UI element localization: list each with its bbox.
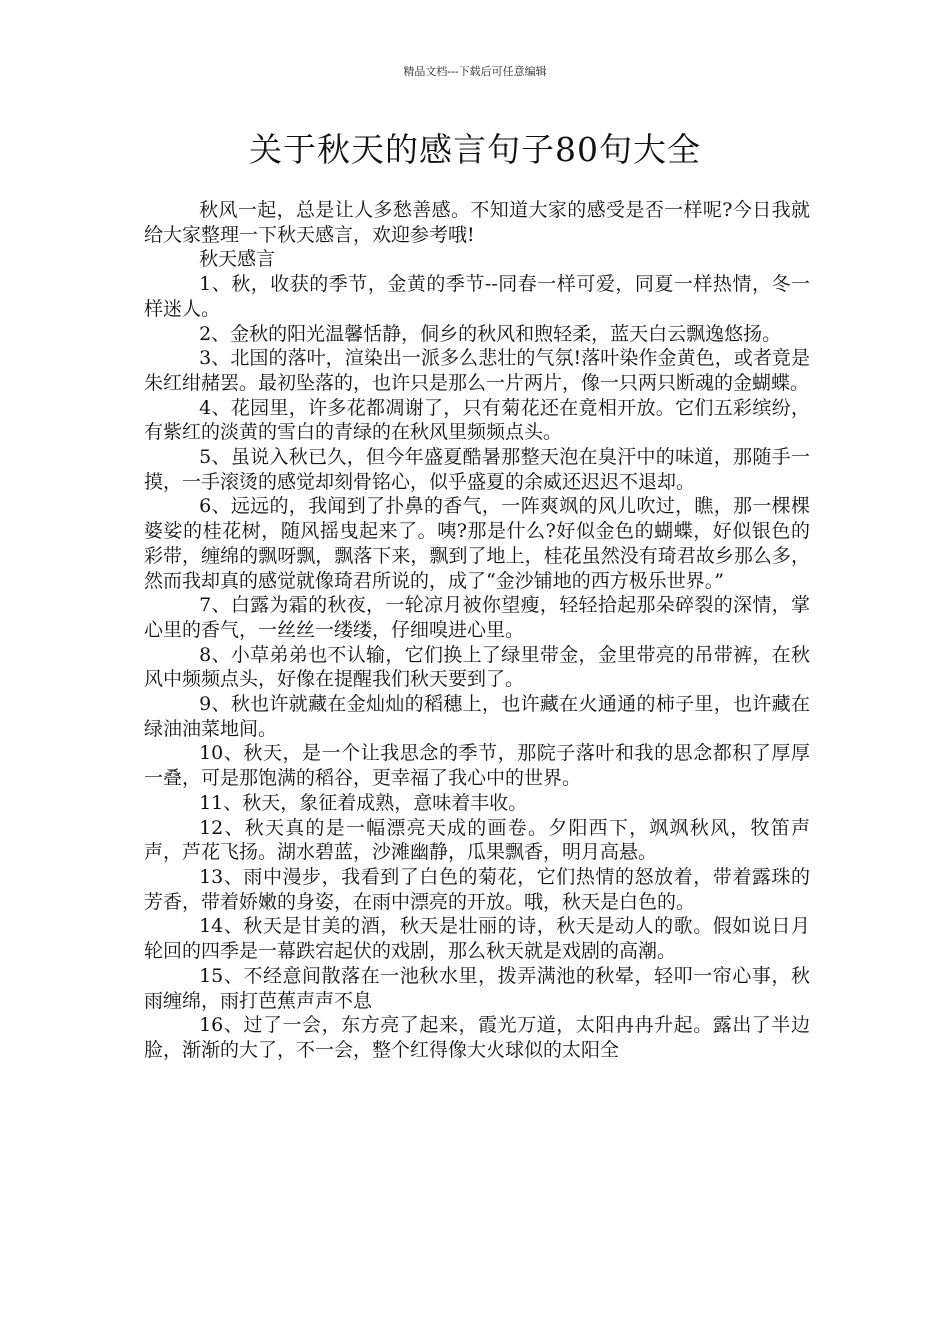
article-body [144,198,810,1063]
list-item: 2、金秋的阳光温馨恬静，侗乡的秋风和煦轻柔，蓝天白云飘逸悠扬。 [199,322,782,345]
list-item: 16、过了一会，东方亮了起来，霞光万道，太阳冉冉升起。露出了半边脸，渐渐的大了，不一会，整个红得像大火球似的太阳全 [144,1014,810,1061]
header-note: 精品文档---下载后可任意编辑 [403,65,547,78]
list-item: 7、白露为霜的秋夜，一轮凉月被你望瘦，轻轻拾起那朵碎裂的深情，掌心里的香气，一丝丝一缕缕，仔细嗅进心里。 [144,594,810,641]
list-item: 13、雨中漫步，我看到了白色的菊花，它们热情的怒放着，带着露珠的芳香，带着娇嫩的身姿，在雨中漂亮的开放。哦，秋天是白色的。 [144,865,810,913]
list-item: 6、远远的，我闻到了扑鼻的香气，一阵爽飒的风儿吹过，瞧，那一棵棵婆娑的桂花树，随风摇曳起来了。咦?那是什么?好似金色的蝴蝶，好似银色的彩带，缠绵的飘呀飘，飘落下来，飘到了地上，桂花虽然没有琦君故乡那么多，然而我却真的感觉就像琦君所说的，成了“金沙铺地的西方极乐世界。” [144,495,810,592]
list-item: 9、秋也许就藏在金灿灿的稻穗上，也许藏在火通通的柿子里，也许藏在绿油油菜地间。 [144,693,810,740]
list-item: 15、不经意间散落在一池秋水里，拨弄满池的秋晕，轻叩一帘心事，秋雨缠绵，雨打芭蕉声声不息 [144,964,810,1012]
list-item: 3、北国的落叶，渲染出一派多么悲壮的气氛!落叶染作金黄色，或者竟是朱红绀赭罢。最初坠落的，也许只是那么一片两片，像一只两只断魂的金蝴蝶。 [144,347,810,394]
list-item: 14、秋天是甘美的酒，秋天是壮丽的诗，秋天是动人的歌。假如说日月轮回的四季是一幕跌宕起伏的戏剧，那么秋天就是戏剧的高潮。 [144,915,810,963]
list-item: 11、秋天，象征着成熟，意味着丰收。 [199,791,528,814]
list-item: 5、虽说入秋已久，但今年盛夏酷暑那整天泡在臭汗中的味道，那随手一摸，一手滚烫的感觉却刻骨铭心，似乎盛夏的余威还迟迟不退却。 [144,446,810,493]
list-item: 1、秋，收获的季节，金黄的季节--同春一样可爱，同夏一样热情，冬一样迷人。 [144,273,810,320]
list-item: 10、秋天，是一个让我思念的季节，那院子落叶和我的思念都积了厚厚一叠，可是那饱满的稻谷，更幸福了我心中的世界。 [144,742,810,790]
list-item: 8、小草弟弟也不认输，它们换上了绿里带金，金里带亮的吊带裤，在秋风中频频点头，好像在提醒我们秋天要到了。 [144,643,810,691]
intro-paragraph: 秋风一起，总是让人多愁善感。不知道大家的感受是否一样呢?今日我就给大家整理一下秋天感言，欢迎参考哦! [144,199,810,246]
list-item: 12、秋天真的是一幅漂亮天成的画卷。夕阳西下，飒飒秋风，牧笛声声，芦花飞扬。湖水碧蓝，沙滩幽静，瓜果飘香，明月高悬。 [144,816,810,864]
list-item: 4、花园里，许多花都凋谢了，只有菊花还在竟相开放。它们五彩缤纷，有紫红的淡黄的雪白的青绿的在秋风里频频点头。 [144,396,810,444]
page-title: 关于秋天的感言句子80句大全 [249,130,701,169]
section-heading: 秋天感言 [199,248,276,271]
